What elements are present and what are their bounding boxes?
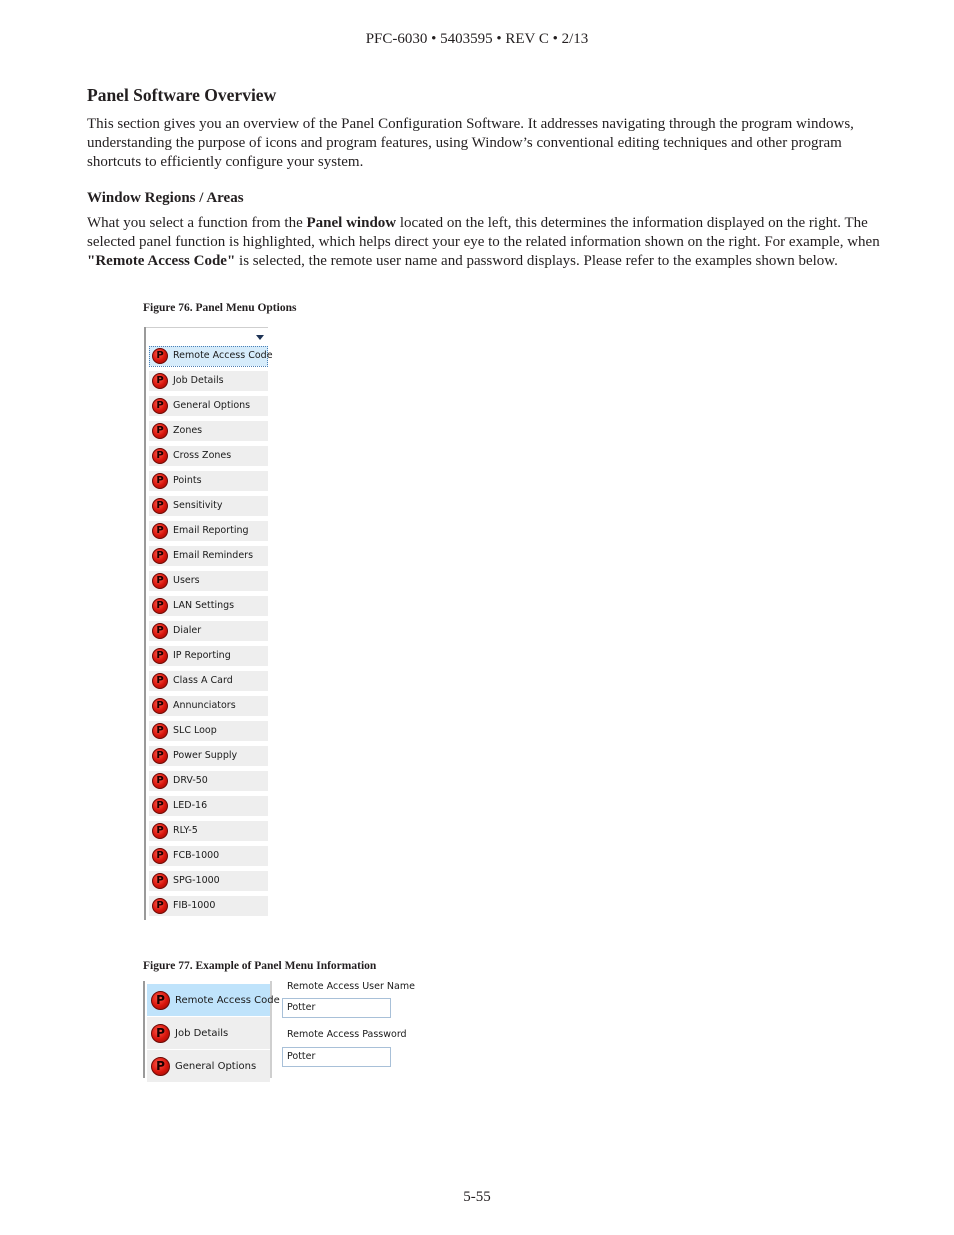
menu-item-points[interactable] — [149, 471, 268, 492]
example-panel-menu — [143, 981, 280, 1078]
menu-item-power-supply[interactable] — [149, 746, 268, 767]
paragraph-text: located on the left, this determines the information displayed on the right. The selected panel function is highlighted, which helps direct your eye to the related information shown on the right. For example, when — [87, 215, 880, 250]
panel-p-icon: P — [152, 473, 168, 489]
panel-p-icon: P — [152, 548, 168, 564]
menu-item-zones[interactable] — [149, 421, 268, 442]
menu-item-label: General Options — [173, 400, 251, 411]
document-header: PFC-6030 • 5403595 • REV C • 2/13 — [365, 31, 589, 47]
subsection-title: Window Regions / Areas — [87, 190, 244, 206]
menu-item-label: LED-16 — [173, 800, 208, 811]
menu-item-job-details[interactable] — [149, 371, 268, 392]
menu-item-annunciators[interactable] — [149, 696, 268, 717]
remote-access-code-term: "Remote Access Code" — [87, 253, 236, 269]
menu-item-label: Power Supply — [173, 750, 238, 761]
menu-item-spg-1000[interactable] — [149, 871, 268, 892]
remote-access-user-name-label: Remote Access User Name — [287, 981, 415, 992]
figure-76-caption: Figure 76. Panel Menu Options — [143, 302, 297, 314]
panel-p-icon: P — [152, 798, 168, 814]
panel-p-icon: P — [152, 573, 168, 589]
example-menu-item-general-options[interactable] — [147, 1050, 270, 1082]
menu-item-label: Remote Access Code — [173, 350, 273, 361]
menu-item-email-reminders[interactable] — [149, 546, 268, 567]
menu-item-label: Job Details — [173, 375, 224, 386]
panel-p-icon: P — [152, 823, 168, 839]
panel-p-icon: P — [151, 991, 170, 1010]
menu-item-sensitivity[interactable] — [149, 496, 268, 517]
section-title: Panel Software Overview — [87, 85, 277, 105]
menu-item-label: Cross Zones — [173, 450, 232, 461]
menu-item-label: IP Reporting — [173, 650, 231, 661]
panel-menu-list — [144, 327, 273, 920]
menu-item-label: FCB-1000 — [173, 850, 220, 861]
menu-item-label: RLY-5 — [173, 825, 198, 836]
menu-item-label: Sensitivity — [173, 500, 223, 511]
menu-item-label: Remote Access Code — [175, 995, 280, 1006]
panel-menu-header — [146, 327, 268, 343]
panel-p-icon: P — [152, 423, 168, 439]
panel-p-icon: P — [152, 723, 168, 739]
figure-77-caption: Figure 77. Example of Panel Menu Information — [143, 960, 377, 972]
menu-item-label: Email Reminders — [173, 550, 254, 561]
menu-item-label: Annunciators — [173, 700, 236, 711]
panel-p-icon: P — [152, 773, 168, 789]
menu-item-class-a-card[interactable] — [149, 671, 268, 692]
remote-access-password-input[interactable]: Potter — [282, 1047, 391, 1067]
panel-p-icon: P — [151, 1024, 170, 1043]
panel-p-icon: P — [152, 523, 168, 539]
menu-item-led-16[interactable] — [149, 796, 268, 817]
example-menu-item-job-details[interactable] — [147, 1017, 270, 1049]
menu-item-dialer[interactable] — [149, 621, 268, 642]
example-menu-item-remote-access-code[interactable] — [147, 984, 280, 1016]
menu-item-label: Class A Card — [173, 675, 233, 686]
menu-item-users[interactable] — [149, 571, 268, 592]
menu-item-general-options[interactable] — [149, 396, 268, 417]
menu-item-email-reporting[interactable] — [149, 521, 268, 542]
menu-item-label: Job Details — [175, 1028, 229, 1039]
panel-p-icon: P — [152, 348, 168, 364]
panel-window-term: Panel window — [306, 215, 397, 231]
panel-p-icon: P — [152, 398, 168, 414]
menu-item-rly-5[interactable] — [149, 821, 268, 842]
menu-item-label: Zones — [173, 425, 203, 436]
menu-item-label: SLC Loop — [173, 725, 217, 736]
panel-p-icon: P — [151, 1057, 170, 1076]
menu-item-label: SPG-1000 — [173, 875, 220, 886]
panel-p-icon: P — [152, 598, 168, 614]
page-number: 5-55 — [463, 1189, 491, 1205]
panel-p-icon: P — [152, 698, 168, 714]
panel-p-icon: P — [152, 673, 168, 689]
paragraph-text: is selected, the remote user name and password displays. Please refer to the examples shown below. — [235, 253, 838, 269]
menu-item-cross-zones[interactable] — [149, 446, 268, 467]
menu-item-label: FIB-1000 — [173, 900, 216, 911]
window-regions-paragraph — [87, 214, 887, 271]
panel-p-icon: P — [152, 848, 168, 864]
menu-item-label: Email Reporting — [173, 525, 249, 536]
panel-p-icon: P — [152, 748, 168, 764]
menu-item-ip-reporting[interactable] — [149, 646, 268, 667]
menu-item-fib-1000[interactable] — [149, 896, 268, 917]
menu-item-drv-50[interactable] — [149, 771, 268, 792]
panel-p-icon: P — [152, 873, 168, 889]
intro-paragraph: This section gives you an overview of the Panel Configuration Software. It addresses navigating through the program windows, understanding the purpose of icons and program features, using Window’s conventional editing techniques and other program shortcuts to efficiently configure your system. — [87, 116, 854, 170]
panel-p-icon: P — [152, 648, 168, 664]
panel-p-icon: P — [152, 498, 168, 514]
menu-item-label: Users — [173, 575, 200, 586]
menu-item-label: Points — [173, 475, 202, 486]
menu-item-remote-access-code[interactable] — [149, 346, 273, 367]
menu-item-label: Dialer — [173, 625, 202, 636]
dropdown-arrow-icon[interactable] — [256, 335, 264, 340]
menu-item-label: General Options — [175, 1061, 257, 1072]
panel-p-icon: P — [152, 448, 168, 464]
panel-p-icon: P — [152, 623, 168, 639]
menu-item-lan-settings[interactable] — [149, 596, 268, 617]
paragraph-text: What you select a function from the — [87, 215, 307, 231]
remote-access-user-name-input[interactable]: Potter — [282, 998, 391, 1018]
panel-p-icon: P — [152, 373, 168, 389]
menu-item-label: LAN Settings — [173, 600, 235, 611]
panel-p-icon: P — [152, 898, 168, 914]
menu-item-slc-loop[interactable] — [149, 721, 268, 742]
menu-item-fcb-1000[interactable] — [149, 846, 268, 867]
remote-access-password-label: Remote Access Password — [287, 1029, 407, 1040]
menu-item-label: DRV-50 — [173, 775, 208, 786]
